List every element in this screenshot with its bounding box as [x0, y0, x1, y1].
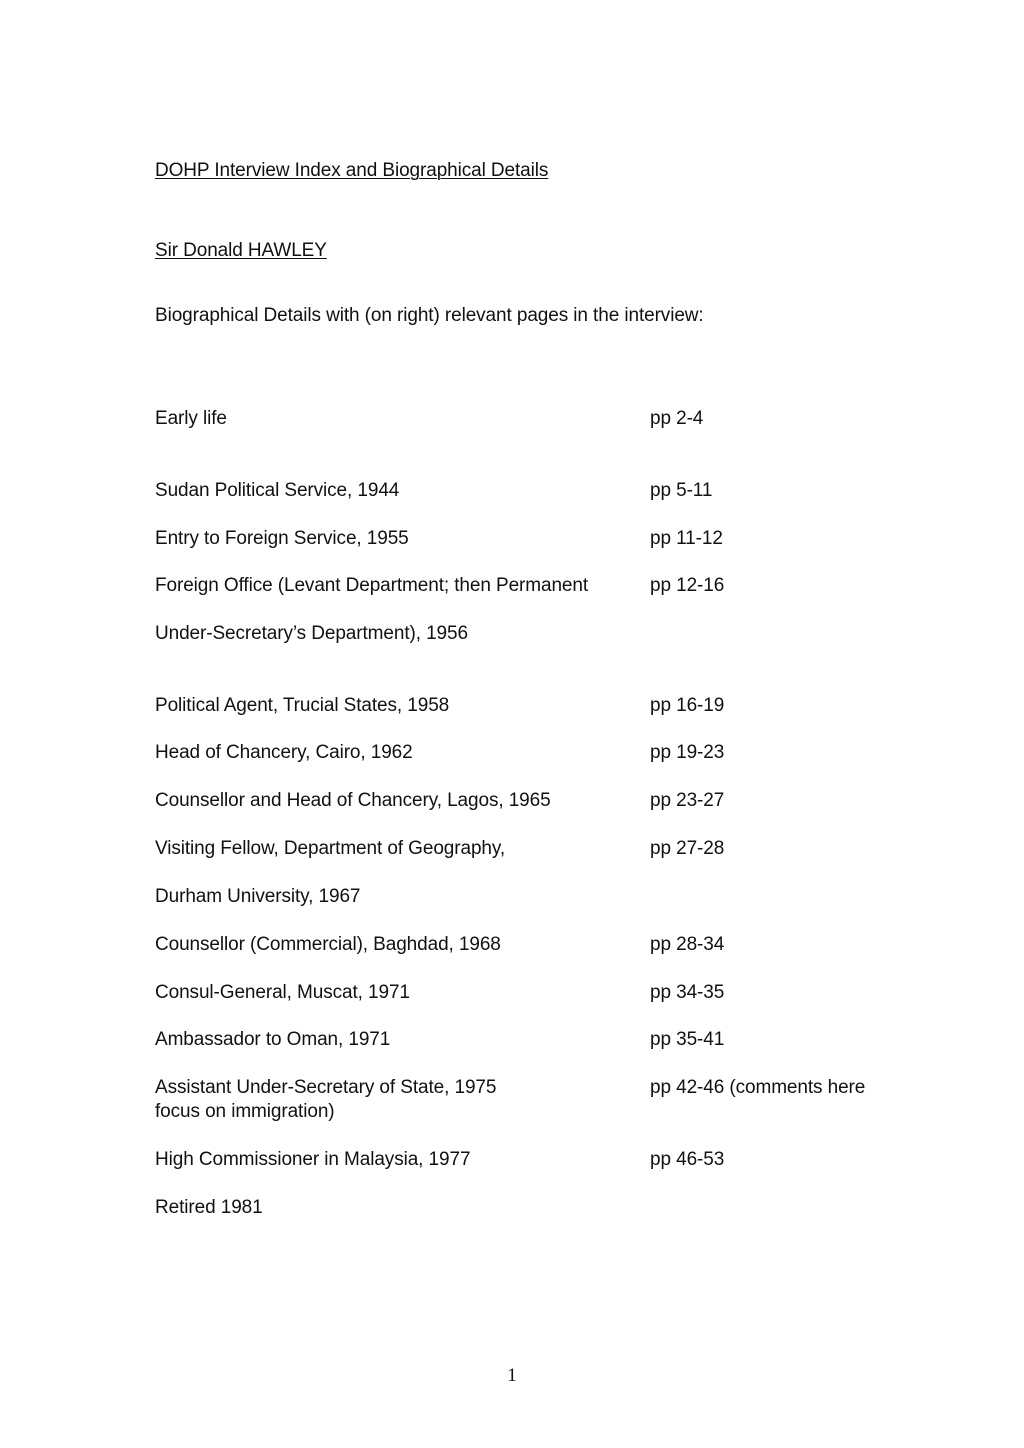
entry-pages: pp 23-27 [650, 790, 725, 811]
entry-label: Entry to Foreign Service, 1955 [155, 528, 409, 549]
entry-label: Foreign Office (Levant Department; then Permanent [155, 575, 589, 596]
entry-pages: pp 28-34 [650, 934, 725, 955]
entry-pages: pp 46-53 [650, 1149, 725, 1170]
entry-label: Early life [155, 408, 227, 429]
entry-label: Ambassador to Oman, 1971 [155, 1029, 391, 1050]
entry-label: Retired 1981 [155, 1197, 263, 1218]
entry-label: Consul-General, Muscat, 1971 [155, 982, 410, 1003]
page-number: 1 [507, 1365, 517, 1386]
entry-label: Counsellor and Head of Chancery, Lagos, 1965 [155, 790, 551, 811]
entry-pages: pp 16-19 [650, 695, 725, 716]
document-title: DOHP Interview Index and Biographical Details [155, 160, 549, 181]
entry-pages: pp 2-4 [650, 408, 704, 429]
intro-text: Biographical Details with (on right) relevant pages in the interview: [155, 305, 704, 326]
entry-label-continued: Durham University, 1967 [155, 886, 361, 907]
entry-label-continued: Under-Secretary’s Department), 1956 [155, 623, 468, 644]
entry-label: Head of Chancery, Cairo, 1962 [155, 742, 413, 763]
entry-pages: pp 35-41 [650, 1029, 725, 1050]
entry-pages: pp 34-35 [650, 982, 725, 1003]
entry-label: Sudan Political Service, 1944 [155, 480, 400, 501]
entry-pages: pp 5-11 [650, 480, 713, 501]
entry-label: Political Agent, Trucial States, 1958 [155, 695, 450, 716]
entry-pages: pp 27-28 [650, 838, 725, 859]
entry-pages: pp 11-12 [650, 528, 723, 549]
entry-label: Visiting Fellow, Department of Geography, [155, 838, 506, 859]
entry-label-continued: focus on immigration) [155, 1101, 335, 1122]
entry-label: Counsellor (Commercial), Baghdad, 1968 [155, 934, 501, 955]
entry-pages: pp 19-23 [650, 742, 725, 763]
entry-label: Assistant Under-Secretary of State, 1975 [155, 1077, 497, 1098]
entry-pages: pp 42-46 (comments here [650, 1077, 866, 1098]
entry-label: High Commissioner in Malaysia, 1977 [155, 1149, 471, 1170]
interviewee-name: Sir Donald HAWLEY [155, 240, 327, 261]
entry-pages: pp 12-16 [650, 575, 725, 596]
